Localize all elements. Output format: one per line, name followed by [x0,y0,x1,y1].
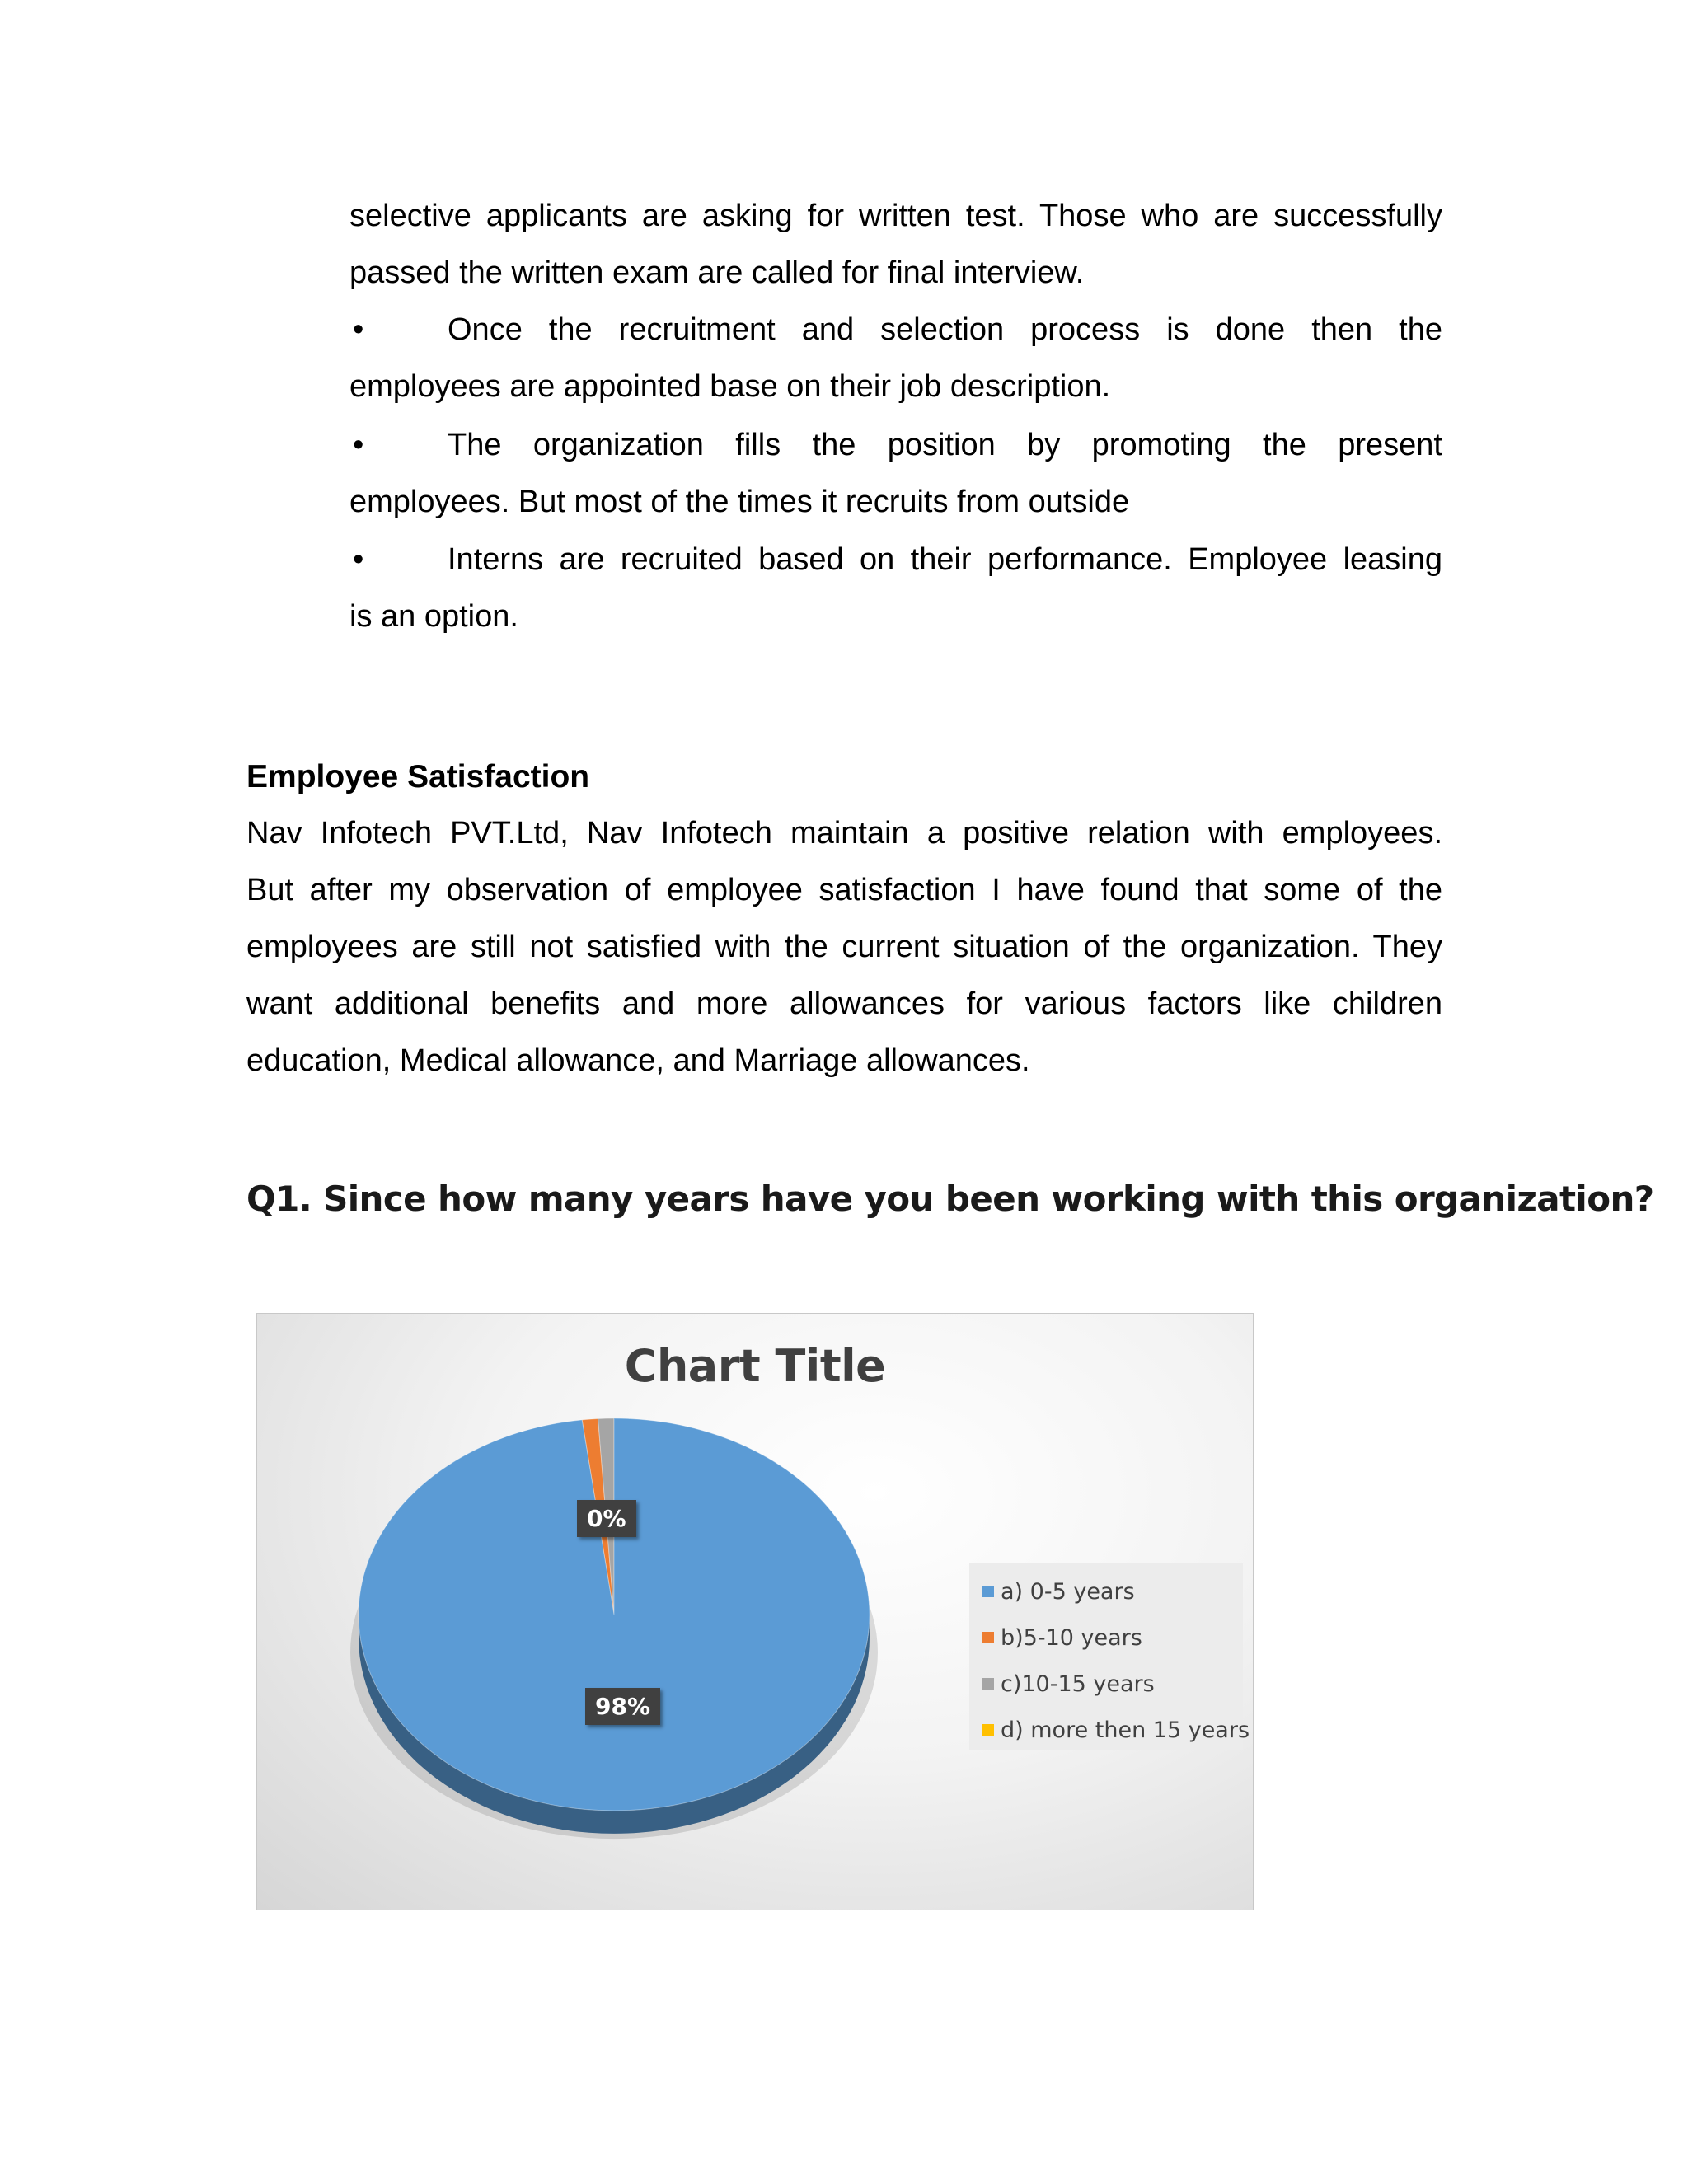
pie-chart [256,1313,1254,1910]
paragraph-line: Nav Infotech PVT.Ltd, Nav Infotech maintain a positive relation with employees. [246,816,1442,851]
data-label-small: 0% [577,1500,636,1537]
bullet-continuation: employees. But most of the times it recruits from outside [349,485,1130,519]
paragraph-line: But after my observation of employee satisfaction I have found that some of the [246,873,1442,907]
bullet-marker: • [353,542,364,577]
legend-label: c)10-15 years [1001,1671,1155,1697]
bullet-continuation: is an option. [349,599,518,634]
legend-item [982,1625,1142,1658]
legend-swatch [982,1678,994,1690]
chart-title: Chart Title [624,1340,886,1392]
bullet-continuation: employees are appointed base on their job description. [349,369,1111,404]
bullet-marker: • [353,312,364,347]
section-heading: Employee Satisfaction [246,759,590,794]
bullet-text: Once the recruitment and selection process is done then the [448,312,1442,347]
legend-item [982,1671,1155,1704]
paragraph-line: employees are still not satisfied with the current situation of the organization. They [246,930,1442,964]
legend-label: a) 0-5 years [1001,1579,1135,1605]
bullet-item [349,417,1442,474]
intro-line-2: passed the written exam are called for final interview. [349,255,1085,290]
legend-label: b)5-10 years [1001,1625,1142,1651]
legend-swatch [982,1586,994,1597]
legend-item [982,1718,1250,1750]
chart-legend [969,1563,1250,1750]
paragraph-line: education, Medical allowance, and Marriage allowances. [246,1043,1030,1078]
intro-line-1: selective applicants are asking for written test. Those who are successfully [349,199,1442,233]
legend-label: d) more then 15 years [1001,1718,1250,1743]
bullet-item [349,532,1442,588]
question-heading: Q1. Since how many years have you been working with this organization? [246,1179,1654,1219]
legend-swatch [982,1724,994,1736]
bullet-item [349,302,1442,359]
bullet-text: Interns are recruited based on their performance. Employee leasing [448,542,1442,577]
data-label-main: 98% [585,1688,660,1725]
legend-item [982,1579,1135,1612]
bullet-text: The organization fills the position by promoting the present [448,428,1442,462]
paragraph-line: want additional benefits and more allowances for various factors like children [246,987,1442,1021]
bullet-marker: • [353,428,364,462]
legend-swatch [982,1632,994,1643]
pie-slice [359,1418,870,1811]
section-paragraph [246,805,1442,1090]
